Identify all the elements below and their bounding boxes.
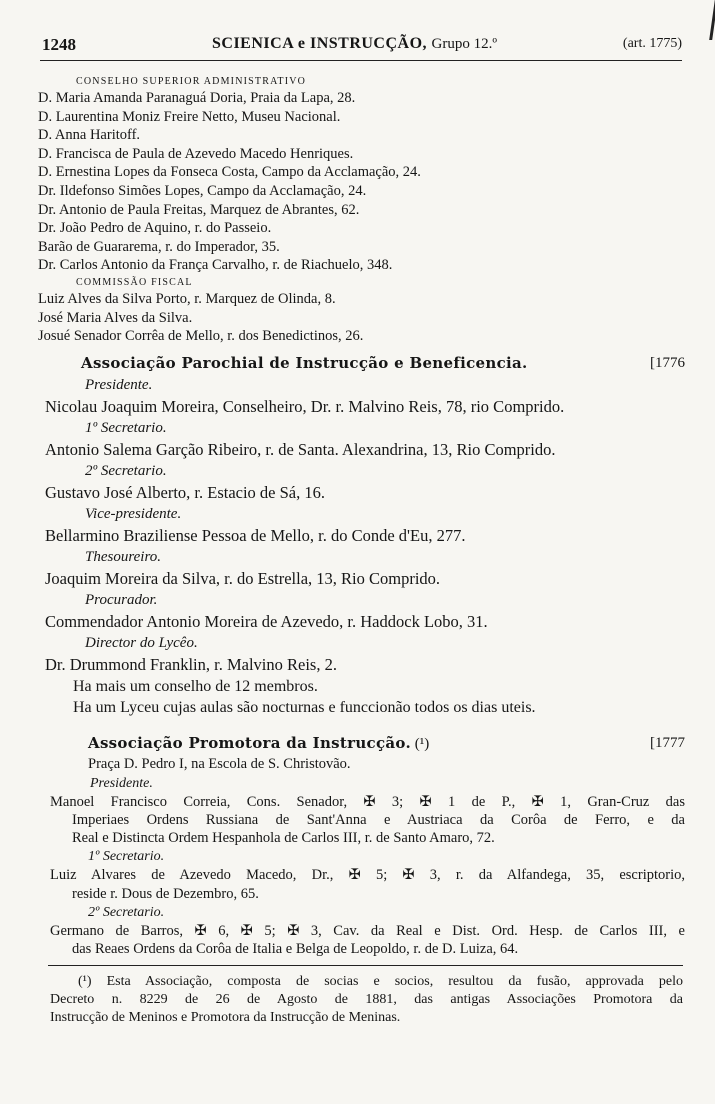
fiscal-member: Josué Senador Corrêa de Mello, r. dos Benedictinos, 26. [38,328,364,345]
article-number: [1776 [650,355,685,371]
role-label: Thesoureiro. [85,549,161,565]
assoc-1776-heading [45,352,685,375]
fiscal-member: Luiz Alves da Silva Porto, r. Marquez de Olinda, 8. [38,290,336,307]
footnote [50,973,683,1028]
article-range: (art. 1775) [622,36,682,51]
member-entry: Nicolau Joaquim Moreira, Conselheiro, Dr. r. Malvino Reis, 78, rio Comprido. [45,397,565,416]
assoc-1776-title: Associação Parochial de Instrucção e Beneficencia. [81,354,528,372]
member-entry: Antonio Salema Garção Ribeiro, r. de Santa. Alexandrina, 13, Rio Comprido. [45,440,556,459]
council-member: D. Francisca de Paula de Azevedo Macedo Henriques. [38,145,354,162]
role-label: 2º Secretario. [88,904,165,920]
council-member: D. Maria Amanda Paranaguá Doria, Praia da Lapa, 28. [38,90,356,106]
member-entry: Dr. Drummond Franklin, r. Malvino Reis, 2. [45,655,337,674]
assoc-1776-section [45,352,685,718]
member-entry: Gustavo José Alberto, r. Estacio de Sá, 16. [45,483,326,502]
role-label: 2º Secretario. [85,463,167,479]
role-label: Presidente. [90,775,153,791]
assoc-1777-section [50,732,685,959]
group-label: Grupo 12.º [431,36,498,52]
footnote-line: Decreto n. 8229 de 26 de Agosto de 1881, das antigas Associações Promotora da [50,992,683,1008]
council-heading: CONSELHO SUPERIOR ADMINISTRATIVO [76,76,307,87]
assoc-address: Praça D. Pedro I, na Escola de S. Christovão. [88,756,351,772]
council-member: Dr. Ildefonso Simões Lopes, Campo da Acclamação, 24. [38,182,367,199]
page-number: 1248 [42,35,76,54]
council-member: Dr. Carlos Antonio da França Carvalho, r. de Riachuelo, 348. [38,257,393,274]
fiscal-member: José Maria Alves da Silva. [38,309,193,326]
role-label: Vice-presidente. [85,506,182,522]
role-label: 1º Secretario. [88,849,165,865]
footnote-rule [48,965,683,966]
member-entry: Bellarmino Braziliense Pessoa de Mello, r. do Conde d'Eu, 277. [45,526,466,545]
footnote-marker: (¹) [414,736,430,752]
secretary-2-entry: Germano de Barros, ✠ 6, ✠ 5; ✠ 3, Cav. da Real e Dist. Ord. Hesp. de Carlos III, e das Reaes Ordens da Corôa de Italia e Belga de Leopoldo, r. de D. Luiza, 64. [50,922,685,958]
role-label: 1º Secretario. [85,420,167,436]
footnote-line: (¹) Esta Associação, composta de socias e socios, resultou da fusão, approvada pelo [78,974,683,989]
margin-mark [699,0,715,40]
note-line: Ha mais um conselho de 12 membros. [73,678,318,695]
note-line: Ha um Lyceu cujas aulas são nocturnas e funccionão todos os dias uteis. [73,699,536,716]
role-label: Director do Lycêo. [85,635,198,651]
council-block [38,74,678,346]
council-member: Dr. Antonio de Paula Freitas, Marquez de Abrantes, 62. [38,201,360,218]
council-member: D. Laurentina Moniz Freire Netto, Museu Nacional. [38,108,341,125]
assoc-1777-heading [50,732,685,755]
council-member: Dr. João Pedro de Aquino, r. do Passeio. [38,220,272,237]
running-header [42,35,682,57]
council-member: Barão de Guararema, r. do Imperador, 35. [38,238,280,255]
council-member: D. Ernestina Lopes da Fonseca Costa, Campo da Acclamação, 24. [38,164,421,181]
secretary-1-entry: Luiz Alvares de Azevedo Macedo, Dr., ✠ 5; ✠ 3, r. da Alfandega, 35, escriptorio, reside r. Dous de Dezembro, 65. [50,867,685,902]
assoc-1777-title: Associação Promotora da Instrucção. [88,734,411,752]
article-number: [1777 [650,735,685,751]
member-entry: Joaquim Moreira da Silva, r. do Estrella, 13, Rio Comprido. [45,569,441,588]
header-rule [40,60,682,61]
fiscal-heading: COMMISSÃO FISCAL [76,276,193,288]
role-label: Procurador. [85,592,158,608]
running-title: SCIENICA e INSTRUCÇÃO, Grupo 12.º [212,35,498,52]
council-member: D. Anna Haritoff. [38,127,141,144]
footnote-line: Instrucção de Meninos e Promotora da Instrucção de Meninas. [50,1010,401,1026]
member-entry: Commendador Antonio Moreira de Azevedo, r. Haddock Lobo, 31. [45,612,488,631]
president-entry: Manoel Francisco Correia, Cons. Senador, ✠ 3; ✠ 1 de P., ✠ 1, Gran-Cruz das Imperiaes Ordens Russiana de Sant'Anna e Austriaca da Corôa de Ferro, e da Real e Distincta Ordem Hespanhola de Carlos III, r. de Santo Amaro, 72. [50,793,685,847]
role-label: Presidente. [85,377,153,393]
